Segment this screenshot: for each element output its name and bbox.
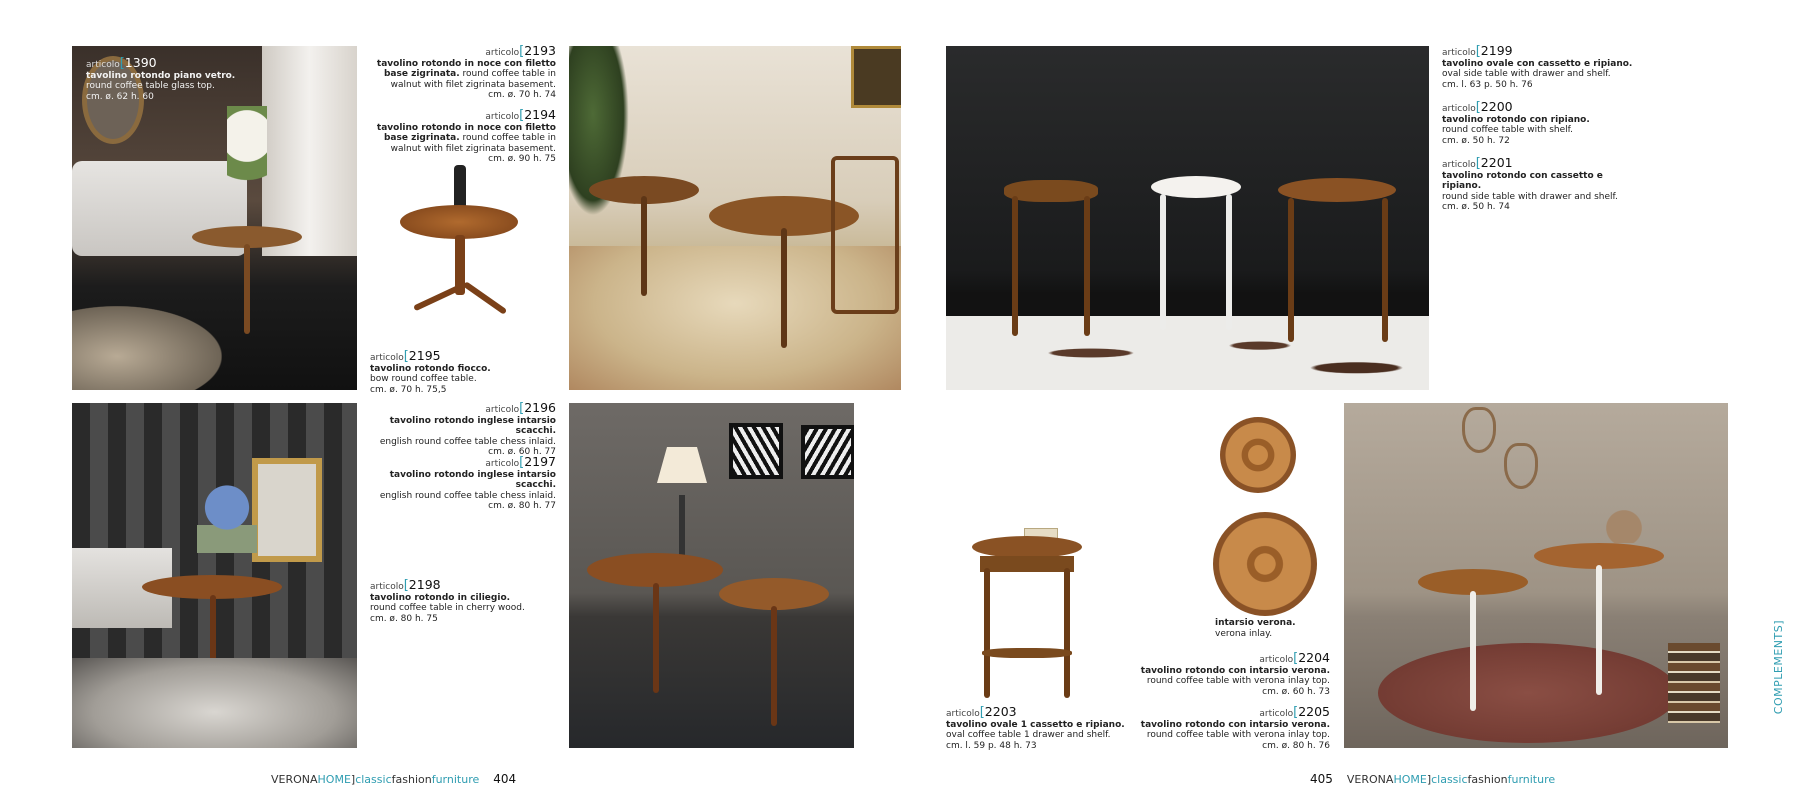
verona-inlay-caption [1215,618,1325,639]
shag-rug [72,658,357,748]
article-code: 2204 [1298,650,1330,665]
article-it-desc: tavolino ovale con cassetto e ripiano. [1442,58,1633,69]
zebra-print-2 [801,425,854,479]
table-2201-leg-left [1288,198,1294,342]
table-2203-top [972,536,1082,558]
article-2201: articolo[2201 tavolino rotondo con cassetto e ripiano. round side table with drawer and shelf. cm. ø. 50 h. 74 [1442,158,1642,213]
photo-table-2203-cutout [968,528,1088,706]
dry-branch-vase [1606,443,1642,543]
table-2193-leg [641,196,647,296]
article-it-desc: tavolino ovale 1 cassetto e ripiano. [946,719,1125,730]
article-code: 2196 [524,400,556,415]
article-it-desc: tavolino rotondo piano vetro. [86,70,236,81]
table-2204-leg [1470,591,1476,711]
article-it-desc: tavolino rotondo in noce con filetto base zigrinata. [376,122,556,143]
photo-verona-inlay-tables [1344,403,1728,748]
article-code: 2205 [1298,704,1330,719]
article-2204: articolo[2204 tavolino rotondo con intarsio verona. round coffee table with verona inlay top. cm. ø. 60 h. 73 [1110,653,1330,697]
article-2196: articolo[2196 tavolino rotondo inglese intarsio scacchi. english round coffee table chess inlaid. cm. ø. 60 h. 77 [370,403,556,458]
article-en-desc: english round coffee table chess inlaid. [379,490,556,501]
article-it-desc: tavolino rotondo con ripiano. [1442,114,1590,125]
article-en-desc: bow round coffee table. [370,374,477,384]
inlay-en-desc: verona inlay. [1215,628,1273,639]
article-dim: cm. ø. 50 h. 74 [1442,202,1510,212]
article-dim: cm. ø. 80 h. 77 [488,501,556,511]
table-2195-top [400,205,518,239]
article-2195: articolo[2195 tavolino rotondo fiocco. bow round coffee table. cm. ø. 70 h. 75,5 [370,351,550,395]
gold-mirror [252,458,322,562]
article-prefix: articolo [86,60,120,70]
table-2201-leg-right [1382,198,1388,342]
rug [72,306,222,390]
article-code: 2200 [1480,99,1513,114]
article-code: 1390 [124,55,157,70]
article-it-desc: tavolino rotondo in noce con filetto base zigrinata. [376,58,556,79]
article-it-desc: tavolino rotondo inglese intarsio scacchi. [389,415,556,436]
article-code: 2203 [984,704,1017,719]
article-prefix: articolo [370,582,404,592]
article-en-desc: round coffee table with verona inlay top. [1146,676,1330,686]
table-2203-leg-left [984,568,990,698]
article-dim: cm. ø. 90 h. 75 [488,154,556,164]
article-code: 2199 [1480,43,1513,58]
article-2193: articolo[2193 tavolino rotondo in noce con filetto base zigrinata. round coffee table in walnut with filet zigrinata basement. cm. ø. 70 h. 74 [370,46,556,101]
article-code: 2194 [524,107,556,122]
article-code: 2197 [524,454,556,469]
article-dim: cm. l. 63 p. 50 h. 76 [1442,79,1533,90]
article-2205: articolo[2205 tavolino rotondo con intarsio verona. round coffee table with verona inlay top. cm. ø. 80 h. 76 [1110,707,1330,751]
zebra-print-1 [729,423,783,479]
article-en-desc: round coffee table in cherry wood. [370,603,525,613]
article-prefix: articolo [485,48,520,58]
table-2196-leg [653,583,659,693]
article-en-desc: round coffee table glass top. [86,81,215,91]
photo-three-side-tables [946,46,1429,390]
hydrangea-vase [197,483,257,553]
article-prefix: articolo [485,459,520,469]
article-prefix: articolo [1259,655,1294,665]
footer-right: 405 VERONAHOME]classicfashionfurniture [1310,772,1556,786]
article-dim: cm. ø. 70 h. 74 [488,90,556,100]
article-dim: cm. ø. 60 h. 73 [1262,686,1330,697]
table-2197-leg [771,606,777,726]
round-rug [1378,643,1678,743]
article-dim: cm. ø. 80 h. 75 [370,613,438,624]
article-dim: cm. ø. 62 h. 60 [86,91,154,102]
article-list-2199-2201 [1442,43,1642,225]
article-2199: articolo[2199 tavolino ovale con cassetto e ripiano. oval side table with drawer and shelf. cm. l. 63 p. 50 h. 76 [1442,46,1642,90]
article-it-desc: tavolino rotondo fiocco. [370,363,491,374]
article-prefix: articolo [1259,709,1294,719]
photo-two-walnut-tables [569,46,901,390]
photo-table-2195-cutout [392,165,532,345]
photo-chess-inlaid-tables [569,403,854,748]
article-en-desc: oval coffee table 1 drawer and shelf. [946,730,1111,740]
photo-striped-room-table [72,403,357,748]
footer-brand: VERONA [1346,773,1394,786]
footer-left: VERONAHOME]classicfashionfurniture 404 [271,772,517,786]
footer-brand: VERONA [271,773,318,786]
article-2197: articolo[2197 tavolino rotondo inglese intarsio scacchi. english round coffee table chess inlaid. cm. ø. 80 h. 77 [370,457,556,512]
verona-inlay-disc-small [1220,417,1296,493]
article-en-desc: round coffee table with shelf. [1442,125,1573,135]
article-dim: cm. ø. 60 h. 77 [488,447,556,457]
table-2200-leg-left [1160,194,1166,330]
article-prefix: articolo [946,709,980,719]
article-prefix: articolo [485,405,520,415]
section-side-label: COMPLEMENTS] [1772,620,1785,715]
article-code: 2193 [524,43,556,58]
table-lamp [657,447,707,567]
verona-inlay-disc-large [1213,512,1317,616]
table-2203-leg-right [1064,568,1070,698]
table-2200-leg-right [1226,194,1232,330]
article-prefix: articolo [1442,160,1476,170]
article-dim: cm. ø. 70 h. 75,5 [370,384,447,395]
article-code: 2198 [408,577,441,592]
table-2196-top [587,553,723,587]
article-2200: articolo[2200 tavolino rotondo con ripiano. round coffee table with shelf. cm. ø. 50 h. 72 [1442,102,1642,146]
article-it-desc: tavolino rotondo con cassetto e ripiano. [1442,170,1603,191]
footer-home: HOME [1393,773,1427,786]
article-dim: cm. ø. 80 h. 76 [1262,740,1330,751]
article-prefix: articolo [1442,48,1476,58]
article-en-desc: round side table with drawer and shelf. [1442,191,1618,202]
flower-vase [227,106,267,206]
table-2203-shelf [982,648,1072,658]
wall-ornament-2 [1504,443,1538,489]
table-2195-foot-left [413,285,461,312]
table-2195-foot-right [463,281,507,315]
article-2198: articolo[2198 tavolino rotondo in ciliegio. round coffee table in cherry wood. cm. ø. 80 h. 75 [370,580,556,624]
article-it-desc: tavolino rotondo inglese intarsio scacchi. [389,469,556,490]
table-2194-leg [781,228,787,348]
article-it-desc: tavolino rotondo con intarsio verona. [1140,665,1330,676]
book-stack [1668,643,1720,723]
footer-home: HOME [317,773,351,786]
article-en-desc: english round coffee table chess inlaid. [379,436,556,447]
article-it-desc: tavolino rotondo in ciliegio. [370,592,511,603]
table-2201-top [1278,178,1396,202]
painting [851,46,901,108]
article-code: 2201 [1480,155,1513,170]
table-1390-leg [244,244,250,334]
page-number: 404 [493,772,517,786]
article-it-desc: tavolino rotondo con intarsio verona. [1140,719,1330,730]
cowhide-rug [946,316,1429,390]
inlay-it-desc: intarsio verona. [1215,618,1296,628]
article-en-desc: round coffee table with verona inlay top. [1146,730,1330,740]
article-dim: cm. ø. 50 h. 72 [1442,135,1510,146]
article-en-desc: round coffee table in walnut with filet zigrinata basement. [390,133,556,154]
table-2205-leg [1596,565,1602,695]
article-prefix: articolo [485,112,520,122]
article-dim: cm. l. 59 p. 48 h. 73 [946,740,1037,751]
article-2194: articolo[2194 tavolino rotondo in noce con filetto base zigrinata. round coffee table in walnut with filet zigrinata basement. cm. ø. 90 h. 75 [370,110,556,165]
page-number: 405 [1310,772,1333,786]
article-2203: articolo[2203 tavolino ovale 1 cassetto e ripiano. oval coffee table 1 drawer and shelf. cm. l. 59 p. 48 h. 73 [946,707,1146,751]
article-prefix: articolo [1442,104,1476,114]
article-en-desc: round coffee table in walnut with filet zigrinata basement. [390,69,556,90]
window-curtain [262,46,357,256]
article-1390: articolo[1390 tavolino rotondo piano vetro. round coffee table glass top. cm. ø. 62 h. 60 [86,58,266,102]
table-2203-drawer [980,556,1074,572]
article-en-desc: oval side table with drawer and shelf. [1442,69,1611,79]
table-2199-leg-right [1084,196,1090,336]
chair [831,156,899,314]
wall-ornament-1 [1462,407,1496,453]
article-code: 2195 [408,348,441,363]
article-prefix: articolo [370,353,404,363]
table-2199-leg-left [1012,196,1018,336]
